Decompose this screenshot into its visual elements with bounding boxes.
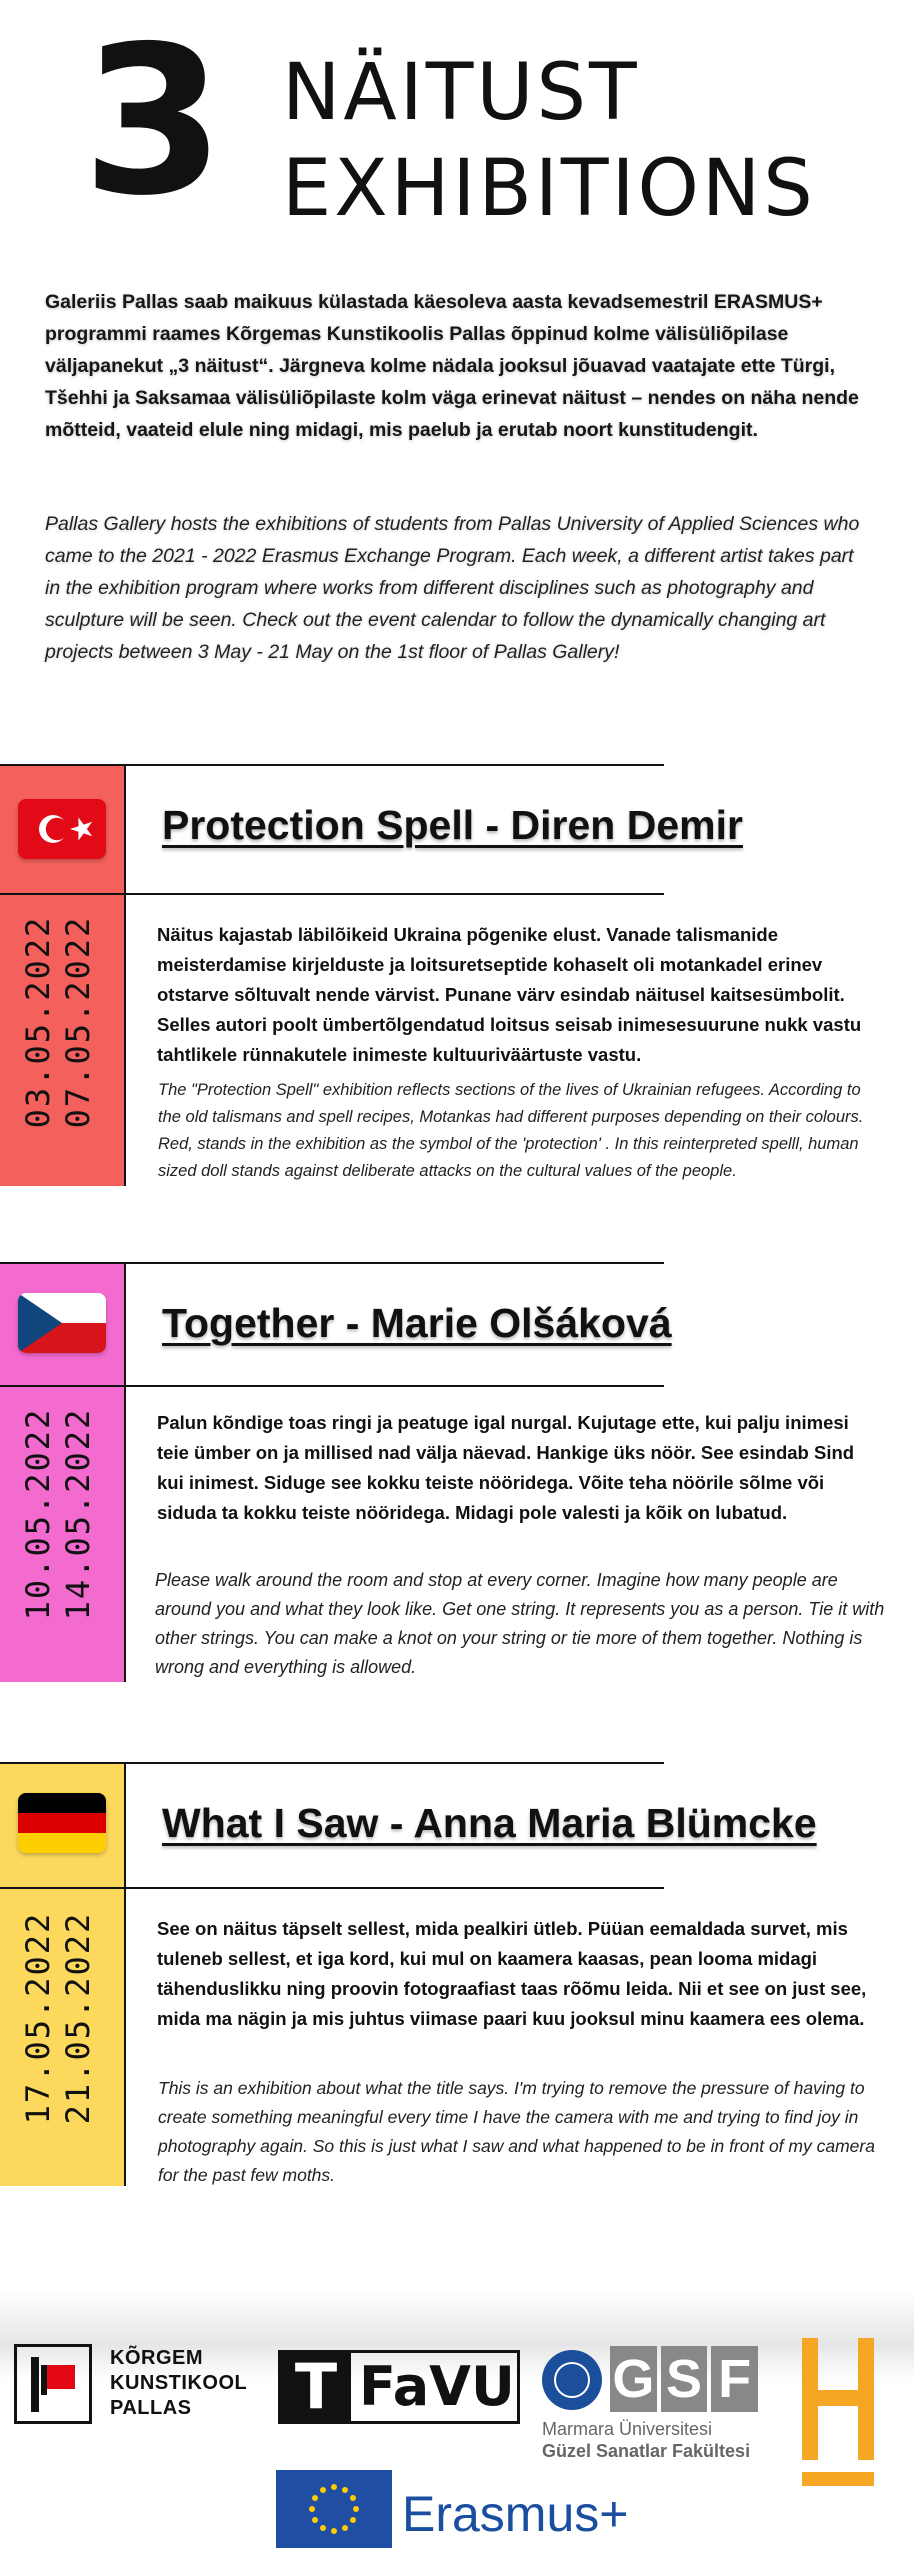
exhibition-text-estonian: See on näitus täpselt sellest, mida pealkiri ütleb. Püüan eemaldada survet, mis tuleneb sellest, et iga kord, kui mul on kaamera kaasas, pean looma midagi tähenduslikku ning proovin fotograafiast taas rõõmu leida. Nii et see on just see, mida ma nägin ja mis juhtus viimase paari kuu jooksul minu kaamera ees olema. [157,1918,867,2029]
divider [124,1762,126,2186]
exhibition-start-date: 10.05.2022 [19,1407,57,1621]
exhibition-text-estonian: Palun kõndige toas ringi ja peatuge igal nurgal. Kujutage ette, kui palju inimesi teie ümber on ja millised nad välja näevad. Hankige üks nöör. See esindab Sind kui inimest. Siduge see kokku teiste nööridega. Võite teha nöörile sõlme või siduda ta kokku teiste nööridega. Midagi pole valesti ja kõik on lubatud. [157,1412,855,1523]
pallas-logo-text [110,2346,247,2421]
marmara-seal-icon [542,2350,602,2410]
exhibition-text-english: Please walk around the room and stop at every corner. Imagine how many people are around you and what they look like. Get one string. It represents you as a person. Tie it with other strings. You can make a knot on your string or tie more of them together. Nothing is wrong and everything is allowed. [155,1570,885,1677]
divider [0,1887,664,1889]
exhibition-title: Together - Marie Olšáková [162,1300,672,1346]
gsf-letter: G [610,2346,657,2412]
turkey-flag-icon [18,799,106,859]
germany-flag-icon [18,1793,106,1853]
marmara-line: Güzel Sanatlar Fakültesi [542,2441,751,2461]
divider [124,1262,126,1682]
exhibition-end-date: 21.05.2022 [59,1911,97,2125]
exhibition-end-date: 14.05.2022 [59,1407,97,1621]
divider [0,893,664,895]
divider [0,1762,664,1764]
header-title-estonian: NÄITUST [282,48,640,138]
erasmus-logo-text: Erasmus+ [402,2486,629,2542]
exhibition-text-english: This is an exhibition about what the title says. I'm trying to remove the pressure of having to create something meaningful every time I have the camera with me and trying to find joy in photography again. So this is just what I saw and what happened to be in front of my camera for the past few moths. [158,2078,875,2185]
favu-logo-text: FaVU [359,2355,515,2418]
eu-flag-icon [276,2470,392,2548]
pallas-logo [14,2344,92,2424]
exhibition-start-date: 17.05.2022 [19,1911,57,2125]
marmara-text [542,2418,750,2462]
gsf-letter: S [661,2346,708,2412]
marmara-line: Marmara Üniversitesi [542,2419,713,2439]
h-logo [800,2338,878,2488]
pallas-logo-line: KUNSTIKOOL [110,2372,248,2394]
pallas-logo-line: PALLAS [110,2397,192,2419]
header-number: 3 [82,3,221,241]
pallas-logo-line: KÕRGEM [110,2347,203,2369]
gsf-logo [610,2346,758,2412]
divider [124,764,126,1186]
gsf-letter: F [711,2346,758,2412]
header-title-english: EXHIBITIONS [282,144,816,234]
intro-english: Pallas Gallery hosts the exhibitions of students from Pallas University of Applied Sciences who came to the 2021 - 2022 Erasmus Exchange Program. Each week, a different artist takes part in the exhibition program where works from different disciplines such as photography and sculpture will be seen. Check out the event calendar to follow the dynamically changing art projects between 3 May - 21 May on the 1st floor of Pallas Gallery! [45,513,860,663]
intro-estonian: Galeriis Pallas saab maikuus külastada käesoleva aasta kevadsemestril ERASMUS+ programmi raames Kõrgemas Kunstikoolis Pallas õppinud kolme välisüliõpilase väljapanekut „3 näitust“. Järgneva kolme nädala jooksul jõuavad vaatajate ette Türgi, Tšehhi ja Saksamaa välisüliõpilaste kolm väga erinevat näitust – nendes on näha nende mõtteid, vaateid elule ning midagi, mis paelub ja erutab noort kunstitudengit. [45,291,859,441]
favu-logo [278,2350,520,2424]
exhibition-text-estonian: Näitus kajastab läbilõikeid Ukraina põgenike elust. Vanade talismanide meisterdamise kirjelduste ja loitsuretseptide kohaselt oli motankadel erinev otstarve sõltuvalt nende värvist. Punane värv esindab näitusel kaitsesümbolit. Selles autori poolt ümbertõlgendatud loitsus seisab inimesesuurune nukk vastu tahtlikele rünnakutele inimeste kultuuriväärtuste vastu. [157,924,862,1065]
exhibition-title: Protection Spell - Diren Demir [162,802,743,848]
exhibition-start-date: 03.05.2022 [19,915,57,1129]
exhibition-title: What I Saw - Anna Maria Blümcke [162,1800,817,1846]
exhibition-end-date: 07.05.2022 [59,915,97,1129]
divider [0,1385,664,1387]
exhibition-text-english: The "Protection Spell" exhibition reflects sections of the lives of Ukrainian refugees. According to the old talismans and spell recipes, Motankas had different purposes depending on their colours. Red, stands in the exhibition as the symbol of the 'protection' . In this reinterpreted spelll, human sized doll stands against deliberate attacks on the cultural values of the people. [158,1081,864,1180]
czech-flag-icon [18,1293,106,1353]
favu-logo-t: T [281,2353,351,2421]
divider [0,1262,664,1264]
divider [0,764,664,766]
